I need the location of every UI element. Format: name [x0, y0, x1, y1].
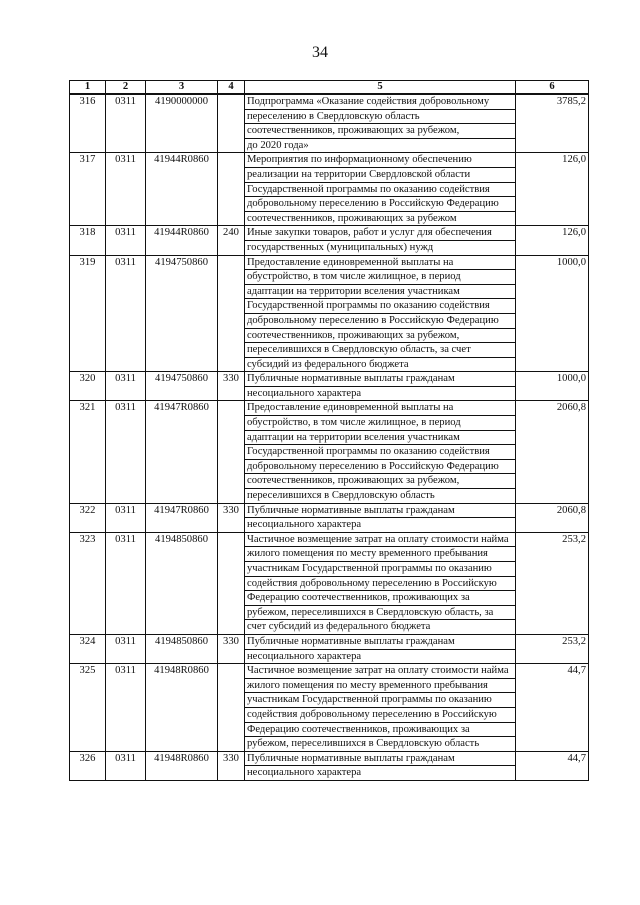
section-code: 0311 [106, 226, 146, 255]
description-line: Мероприятия по информационному обеспечению [245, 153, 516, 168]
amount: 253,2 [516, 634, 589, 663]
row-number: 322 [70, 503, 106, 532]
table-row [70, 634, 589, 663]
description-line: Публичные нормативные выплаты гражданам [245, 635, 516, 650]
table-row [70, 401, 589, 503]
description-line: Частичное возмещение затрат на оплату стоимости найма [245, 533, 516, 548]
description-line: добровольному переселению в Российскую Федерацию [245, 197, 516, 212]
target-code: 41948R0860 [146, 664, 218, 752]
description-line: участникам Государственной программы по оказанию [245, 693, 516, 708]
target-code: 4194750860 [146, 255, 218, 372]
description-line: соотечественников, проживающих за рубежом, [245, 329, 516, 344]
table-row [70, 664, 589, 752]
table-row [70, 226, 589, 255]
description [245, 634, 516, 663]
section-code: 0311 [106, 634, 146, 663]
table-header [70, 81, 589, 95]
description-line: обустройство, в том числе жилищное, в период [245, 270, 516, 285]
description-line: Предоставление единовременной выплаты на [245, 256, 516, 271]
description-line: Публичные нормативные выплаты гражданам [245, 752, 516, 767]
description-line: жилого помещения по месту временного пребывания [245, 679, 516, 694]
section-code: 0311 [106, 401, 146, 503]
amount: 1000,0 [516, 372, 589, 401]
description-line: соотечественников, проживающих за рубежом, [245, 124, 516, 139]
table-row [70, 751, 589, 780]
target-code: 4194750860 [146, 372, 218, 401]
expense-type-code: 330 [218, 372, 245, 401]
description-line: переселению в Свердловскую область [245, 110, 516, 125]
description-line: переселившихся в Свердловскую область, за счет [245, 343, 516, 358]
target-code: 4194850860 [146, 634, 218, 663]
expense-type-code [218, 94, 245, 153]
row-number: 318 [70, 226, 106, 255]
description [245, 503, 516, 532]
description [245, 401, 516, 503]
description [245, 153, 516, 226]
description-line: Публичные нормативные выплаты гражданам [245, 504, 516, 519]
expense-type-code [218, 255, 245, 372]
row-number: 324 [70, 634, 106, 663]
header-col-1: 1 [70, 81, 106, 95]
table-row [70, 94, 589, 153]
table-row [70, 255, 589, 372]
target-code: 41948R0860 [146, 751, 218, 780]
description-line: Частичное возмещение затрат на оплату стоимости найма [245, 664, 516, 679]
section-code: 0311 [106, 255, 146, 372]
description [245, 255, 516, 372]
header-col-5: 5 [245, 81, 516, 95]
description [245, 664, 516, 752]
description-line: адаптации на территории вселения участникам [245, 285, 516, 300]
description-line: несоциального характера [247, 387, 362, 399]
amount: 2060,8 [516, 503, 589, 532]
row-number: 317 [70, 153, 106, 226]
amount: 253,2 [516, 532, 589, 634]
description-line: несоциального характера [247, 767, 362, 779]
description-line: обустройство, в том числе жилищное, в период [245, 416, 516, 431]
description-line: несоциального характера [247, 519, 362, 531]
description-line: добровольному переселению в Российскую Федерацию [245, 314, 516, 329]
table-body [70, 94, 589, 780]
description-line: субсидий из федерального бюджета [247, 358, 409, 370]
description-line: Подпрограмма «Оказание содействия добровольному [245, 95, 516, 110]
header-col-2: 2 [106, 81, 146, 95]
expense-type-code [218, 153, 245, 226]
description [245, 751, 516, 780]
target-code: 41944R0860 [146, 226, 218, 255]
description-line: содействия добровольному переселению в Российскую [245, 577, 516, 592]
description [245, 226, 516, 255]
expense-type-code: 330 [218, 503, 245, 532]
description-line: Иные закупки товаров, работ и услуг для обеспечения [245, 226, 516, 241]
expense-type-code: 330 [218, 634, 245, 663]
section-code: 0311 [106, 503, 146, 532]
table-row [70, 532, 589, 634]
amount: 3785,2 [516, 94, 589, 153]
section-code: 0311 [106, 532, 146, 634]
target-code: 41944R0860 [146, 153, 218, 226]
description-line: соотечественников, проживающих за рубежом [247, 212, 457, 224]
expense-type-code: 240 [218, 226, 245, 255]
amount: 44,7 [516, 664, 589, 752]
amount: 44,7 [516, 751, 589, 780]
header-row [70, 81, 589, 95]
description-line: переселившихся в Свердловскую область [247, 490, 435, 502]
target-code: 41947R0860 [146, 401, 218, 503]
description [245, 532, 516, 634]
target-code: 4190000000 [146, 94, 218, 153]
description-line: содействия добровольному переселению в Российскую [245, 708, 516, 723]
page-number: 34 [312, 44, 328, 61]
expense-type-code: 330 [218, 751, 245, 780]
budget-table [69, 80, 589, 781]
expense-type-code [218, 532, 245, 634]
description-line: Публичные нормативные выплаты гражданам [245, 372, 516, 387]
expense-type-code [218, 401, 245, 503]
description-line: Государственной программы по оказанию содействия [245, 445, 516, 460]
amount: 2060,8 [516, 401, 589, 503]
description-line: жилого помещения по месту временного пребывания [245, 547, 516, 562]
description-line: Государственной программы по оказанию содействия [245, 183, 516, 198]
section-code: 0311 [106, 372, 146, 401]
description-line: рубежом, переселившихся в Свердловскую область [247, 738, 480, 750]
description-line: добровольному переселению в Российскую Федерацию [245, 460, 516, 475]
description [245, 372, 516, 401]
description-line: Предоставление единовременной выплаты на [245, 401, 516, 416]
description-line: участникам Государственной программы по оказанию [245, 562, 516, 577]
section-code: 0311 [106, 664, 146, 752]
row-number: 319 [70, 255, 106, 372]
description-line: Государственной программы по оказанию содействия [245, 299, 516, 314]
description-line: рубежом, переселившихся в Свердловскую область, за [245, 606, 516, 621]
description [245, 94, 516, 153]
header-col-4: 4 [218, 81, 245, 95]
row-number: 320 [70, 372, 106, 401]
table-row [70, 153, 589, 226]
table-row [70, 372, 589, 401]
target-code: 41947R0860 [146, 503, 218, 532]
row-number: 316 [70, 94, 106, 153]
amount: 1000,0 [516, 255, 589, 372]
description-line: соотечественников, проживающих за рубежом, [245, 474, 516, 489]
section-code: 0311 [106, 94, 146, 153]
row-number: 325 [70, 664, 106, 752]
description-line: до 2020 года» [247, 139, 309, 151]
section-code: 0311 [106, 153, 146, 226]
description-line: Федерацию соотечественников, проживающих за [245, 723, 516, 738]
expense-type-code [218, 664, 245, 752]
section-code: 0311 [106, 751, 146, 780]
row-number: 321 [70, 401, 106, 503]
description-line: несоциального характера [247, 650, 362, 662]
header-col-3: 3 [146, 81, 218, 95]
header-col-6: 6 [516, 81, 589, 95]
row-number: 326 [70, 751, 106, 780]
description-line: адаптации на территории вселения участникам [245, 431, 516, 446]
amount: 126,0 [516, 226, 589, 255]
description-line: Федерацию соотечественников, проживающих за [245, 591, 516, 606]
description-line: реализации на территории Свердловской области [245, 168, 516, 183]
description-line: государственных (муниципальных) нужд [247, 241, 434, 253]
amount: 126,0 [516, 153, 589, 226]
target-code: 4194850860 [146, 532, 218, 634]
description-line: счет субсидий из федерального бюджета [247, 621, 431, 633]
row-number: 323 [70, 532, 106, 634]
table-row [70, 503, 589, 532]
